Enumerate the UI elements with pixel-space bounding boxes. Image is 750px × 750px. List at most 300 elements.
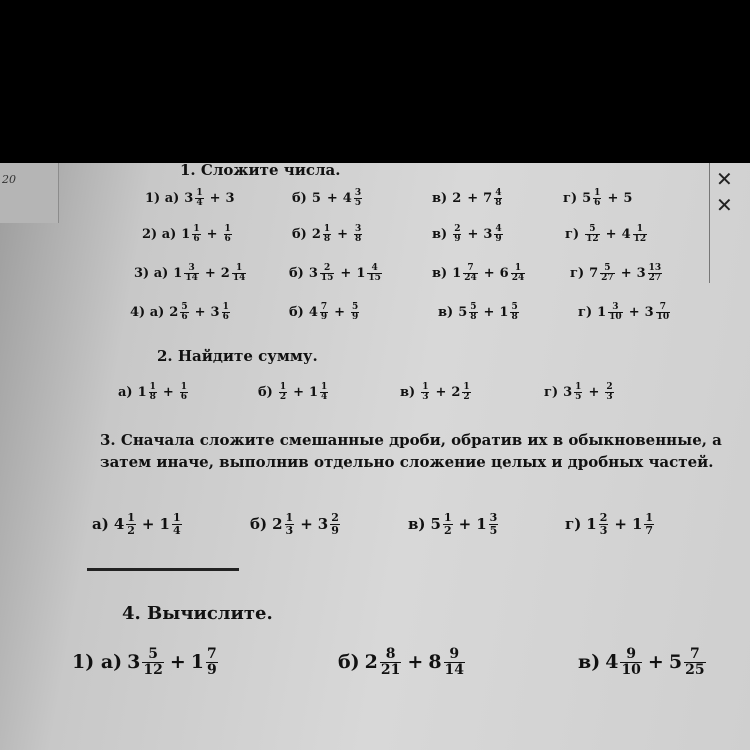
term [295, 512, 341, 536]
whole-number: 1 [452, 266, 462, 282]
denominator: 5 [489, 523, 498, 537]
expression [563, 189, 633, 209]
numerator: 7 [659, 302, 667, 312]
fraction [633, 225, 648, 245]
expression [72, 647, 219, 677]
plus-sign: + [326, 191, 338, 207]
denominator: 4 [172, 523, 181, 537]
whole-number: 3 [127, 651, 141, 674]
term [200, 264, 247, 284]
textbook-page [0, 163, 750, 750]
plus-sign: + [340, 266, 352, 282]
term [72, 647, 165, 677]
numerator: 1 [514, 263, 522, 273]
plus-sign: + [483, 305, 495, 321]
whole-number: 5 [623, 191, 633, 207]
whole-number: 5 [668, 651, 683, 674]
term [432, 264, 479, 284]
plus-sign: + [467, 191, 479, 207]
item-label: в) [400, 385, 416, 401]
numerator: 5 [589, 224, 596, 234]
denominator: 6 [193, 234, 200, 245]
whole-number: 6 [499, 266, 509, 282]
item-label: б) [289, 266, 304, 282]
denominator: 9 [454, 234, 461, 245]
whole-number: 2 [220, 266, 230, 282]
term [250, 512, 295, 536]
fraction [126, 512, 136, 536]
denominator: 6 [224, 234, 231, 245]
denominator: 8 [323, 234, 331, 245]
denominator: 7 [645, 523, 654, 537]
plus-sign: + [407, 651, 424, 674]
numerator: 3 [188, 263, 195, 273]
fraction [494, 189, 502, 209]
fraction [469, 303, 477, 323]
term [322, 189, 363, 209]
fraction [511, 264, 526, 284]
whole-number: 2 [364, 651, 378, 674]
fraction [180, 303, 188, 323]
term [165, 647, 219, 677]
plus-sign: + [141, 515, 155, 534]
numerator: 5 [470, 302, 477, 312]
fraction [462, 383, 470, 403]
term [158, 383, 189, 403]
denominator: 9 [495, 234, 502, 245]
item-label: 4) а) [130, 305, 165, 321]
exercise-4-heading: 4. Вычислите. [122, 603, 273, 624]
plus-sign: + [162, 385, 174, 401]
numerator: 7 [320, 302, 328, 312]
term [190, 303, 231, 323]
fraction [367, 264, 382, 284]
numerator: 13 [648, 263, 662, 273]
numerator: 1 [127, 511, 135, 524]
item-label: г) [563, 191, 578, 207]
numerator: 1 [463, 382, 470, 392]
fraction [232, 264, 247, 284]
right-edge-margin [709, 163, 750, 283]
fraction [644, 512, 654, 536]
term [462, 189, 503, 209]
expression [130, 303, 231, 323]
denominator: 8 [470, 312, 477, 323]
whole-number: 4 [342, 191, 352, 207]
item-label: а) [92, 515, 109, 534]
whole-number: 3 [184, 191, 194, 207]
expression [432, 189, 503, 209]
fraction [320, 303, 328, 323]
numerator: 5 [148, 646, 158, 662]
whole-number: 1 [159, 515, 170, 534]
whole-number: 1 [499, 305, 509, 321]
numerator: 4 [495, 224, 502, 234]
expression [142, 225, 233, 245]
denominator: 25 [685, 661, 705, 678]
whole-number: 3 [225, 191, 235, 207]
expression [289, 264, 383, 284]
denominator: 3 [285, 523, 294, 537]
denominator: 6 [594, 198, 601, 209]
plus-sign: + [614, 515, 627, 534]
expression [544, 383, 615, 403]
item-label: б) [338, 651, 360, 674]
denominator: 3 [599, 523, 608, 537]
term [479, 264, 526, 284]
numerator: 8 [385, 646, 396, 662]
term [408, 512, 454, 536]
denominator: 10 [621, 661, 641, 678]
denominator: 5 [354, 198, 362, 209]
fraction [142, 647, 163, 677]
plus-sign: + [206, 227, 218, 243]
fraction [599, 512, 609, 536]
plus-sign: + [209, 191, 221, 207]
expression [118, 383, 189, 403]
whole-number: 1 [137, 385, 147, 401]
denominator: 24 [464, 273, 477, 284]
term [601, 225, 648, 245]
plus-sign: + [435, 385, 447, 401]
whole-number: 5 [458, 305, 468, 321]
fraction [320, 264, 335, 284]
item-label: г) [570, 266, 585, 282]
term [205, 191, 236, 206]
term [565, 225, 601, 245]
whole-number: 2 [272, 515, 283, 534]
item-label: б) [292, 227, 307, 243]
denominator: 8 [511, 312, 518, 323]
denominator: 15 [320, 273, 334, 284]
denominator: 8 [355, 234, 362, 245]
term [258, 383, 288, 403]
expression [145, 189, 236, 209]
expression [258, 383, 329, 403]
expression [565, 512, 655, 536]
denominator: 6 [180, 392, 188, 403]
term [130, 303, 190, 323]
term [92, 512, 137, 536]
plus-sign: + [483, 266, 495, 282]
fraction [330, 512, 340, 536]
term [479, 303, 520, 323]
denominator: 3 [422, 392, 429, 403]
fraction [206, 647, 218, 677]
denominator: 12 [633, 234, 647, 245]
whole-number: 4 [113, 515, 125, 534]
fraction [605, 383, 613, 403]
fraction [323, 225, 331, 245]
denominator: 9 [352, 312, 359, 323]
item-label: 3) а) [134, 266, 169, 282]
numerator: 1 [594, 188, 601, 198]
cross-mark-icon: ✕ [716, 167, 733, 191]
term [438, 303, 479, 323]
term [134, 264, 200, 284]
numerator: 1 [321, 382, 328, 392]
denominator: 10 [656, 312, 670, 323]
numerator: 1 [180, 382, 188, 392]
exercise-3-instructions: 3. Сначала сложите смешанные дроби, обратив их в обыкновенные, а затем иначе, выполнив отдельно сложение целых и дробных частей. [100, 431, 722, 471]
whole-number: 1 [309, 385, 319, 401]
denominator: 2 [443, 523, 452, 537]
numerator: 2 [599, 511, 608, 524]
fraction [453, 225, 461, 245]
denominator: 27 [648, 273, 662, 284]
term [332, 225, 363, 245]
denominator: 15 [368, 273, 381, 284]
whole-number: 1 [356, 266, 366, 282]
denominator: 14 [185, 273, 198, 284]
fraction [354, 225, 362, 245]
fraction [620, 647, 641, 677]
whole-number: 3 [636, 266, 646, 282]
exercise-1-heading: 1. Сложите числа. [180, 163, 341, 179]
denominator: 27 [601, 273, 614, 284]
plus-sign: + [647, 651, 664, 674]
numerator: 4 [495, 188, 502, 198]
margin-number: 20 [2, 173, 16, 186]
term [432, 225, 462, 245]
fraction [593, 189, 601, 209]
fraction [224, 225, 232, 245]
whole-number: 3 [483, 227, 493, 243]
denominator: 14 [232, 273, 246, 284]
item-label: в) [438, 305, 454, 321]
numerator: 3 [355, 224, 362, 234]
item-label: б) [292, 191, 307, 207]
term [616, 264, 663, 284]
plus-sign: + [204, 266, 216, 282]
item-label: 1) а) [145, 191, 180, 207]
whole-number: 4 [308, 305, 318, 321]
plus-sign: + [337, 227, 349, 243]
numerator: 5 [181, 302, 188, 312]
whole-number: 1 [173, 266, 183, 282]
numerator: 1 [235, 263, 243, 273]
denominator: 2 [279, 392, 287, 403]
divider-line [87, 568, 239, 571]
whole-number: 3 [644, 305, 654, 321]
expression [565, 225, 648, 245]
plus-sign: + [293, 385, 304, 401]
term [335, 264, 382, 284]
item-label: б) [289, 305, 304, 321]
fraction [172, 512, 182, 536]
whole-number: 1 [476, 515, 487, 534]
expression [432, 225, 504, 245]
numerator: 5 [352, 302, 359, 312]
term [565, 512, 609, 536]
term [624, 303, 671, 323]
numerator: 3 [354, 188, 362, 198]
denominator: 9 [331, 523, 339, 537]
denominator: 24 [511, 273, 525, 284]
plus-sign: + [605, 227, 617, 243]
term [432, 191, 462, 206]
denominator: 9 [207, 661, 217, 678]
fraction [421, 383, 429, 403]
denominator: 2 [127, 523, 135, 537]
term [563, 189, 602, 209]
term [329, 303, 360, 323]
item-label: г) [565, 515, 582, 534]
term [578, 303, 624, 323]
whole-number: 2 [452, 191, 462, 207]
term [289, 303, 329, 323]
fraction [463, 264, 478, 284]
term [118, 383, 158, 403]
numerator: 1 [172, 511, 181, 524]
term [578, 647, 643, 677]
denominator: 9 [320, 312, 328, 323]
term [137, 512, 183, 536]
fraction [195, 189, 203, 209]
fraction [443, 512, 453, 536]
numerator: 7 [467, 263, 474, 273]
whole-number: 4 [605, 651, 619, 674]
numerator: 1 [193, 224, 200, 234]
whole-number: 7 [483, 191, 493, 207]
numerator: 2 [606, 382, 613, 392]
whole-number: 3 [317, 515, 329, 534]
expression [408, 512, 499, 536]
plus-sign: + [334, 305, 346, 321]
item-label: в) [432, 191, 448, 207]
item-label: б) [250, 515, 268, 534]
whole-number: 4 [621, 227, 631, 243]
denominator: 2 [463, 392, 470, 403]
numerator: 1 [222, 302, 229, 312]
numerator: 2 [324, 263, 331, 273]
numerator: 5 [511, 302, 518, 312]
term [288, 383, 329, 403]
fraction [184, 264, 199, 284]
whole-number: 3 [308, 266, 318, 282]
numerator: 7 [689, 646, 700, 662]
term [544, 383, 583, 403]
numerator: 2 [454, 224, 461, 234]
term [202, 225, 233, 245]
numerator: 1 [285, 511, 294, 524]
term [602, 191, 633, 206]
fraction [444, 647, 465, 677]
expression [578, 303, 671, 323]
item-label: г) [578, 305, 593, 321]
expression [438, 303, 520, 323]
fraction [608, 303, 623, 323]
denominator: 14 [444, 661, 465, 678]
denominator: 8 [149, 392, 156, 403]
expression [578, 647, 707, 677]
previous-page-margin [0, 163, 59, 223]
plus-sign: + [628, 305, 640, 321]
item-label: в) [408, 515, 426, 534]
numerator: 4 [371, 263, 378, 273]
denominator: 4 [321, 392, 328, 403]
term [142, 225, 202, 245]
denominator: 6 [181, 312, 188, 323]
term [643, 647, 707, 677]
whole-number: 7 [589, 266, 599, 282]
plus-sign: + [458, 515, 472, 534]
fraction [192, 225, 200, 245]
numerator: 2 [331, 511, 339, 524]
numerator: 1 [224, 224, 231, 234]
plus-sign: + [607, 191, 619, 207]
whole-number: 1 [631, 515, 643, 534]
numerator: 7 [207, 646, 217, 662]
numerator: 9 [449, 646, 460, 662]
whole-number: 2 [311, 227, 321, 243]
whole-number: 1 [190, 651, 205, 674]
whole-number: 5 [582, 191, 592, 207]
numerator: 1 [645, 511, 654, 524]
fraction [180, 383, 188, 403]
term [292, 191, 322, 206]
numerator: 1 [323, 224, 331, 234]
denominator: 21 [380, 661, 401, 678]
plus-sign: + [620, 266, 632, 282]
whole-number: 1 [586, 515, 597, 534]
denominator: 4 [196, 198, 203, 209]
numerator: 1 [279, 382, 287, 392]
denominator: 10 [609, 312, 622, 323]
plus-sign: + [588, 385, 600, 401]
fraction [380, 647, 401, 677]
denominator: 12 [586, 234, 599, 245]
item-label: г) [565, 227, 580, 243]
term [609, 512, 655, 536]
whole-number: 1 [181, 227, 191, 243]
expression [92, 512, 183, 536]
fraction [354, 189, 362, 209]
term [289, 264, 335, 284]
whole-number: 5 [311, 191, 321, 207]
numerator: 3 [489, 511, 498, 524]
term [145, 189, 205, 209]
numerator: 5 [604, 263, 611, 273]
item-label: в) [432, 227, 448, 243]
fraction [656, 303, 671, 323]
fraction [279, 383, 287, 403]
fraction [285, 512, 295, 536]
expression [292, 189, 363, 209]
denominator: 6 [222, 312, 229, 323]
numerator: 1 [636, 224, 643, 234]
fraction [351, 303, 359, 323]
fraction [489, 512, 499, 536]
fraction [585, 225, 600, 245]
term [583, 383, 614, 403]
denominator: 8 [495, 198, 502, 209]
term [400, 383, 430, 403]
plus-sign: + [169, 651, 186, 674]
item-label: г) [544, 385, 559, 401]
item-label: в) [432, 266, 448, 282]
expression [250, 512, 341, 536]
numerator: 3 [612, 302, 619, 312]
fraction [222, 303, 230, 323]
fraction [510, 303, 518, 323]
numerator: 1 [196, 188, 203, 198]
whole-number: 3 [563, 385, 573, 401]
expression [338, 647, 466, 677]
term [430, 383, 471, 403]
numerator: 1 [149, 382, 156, 392]
fraction [574, 383, 582, 403]
